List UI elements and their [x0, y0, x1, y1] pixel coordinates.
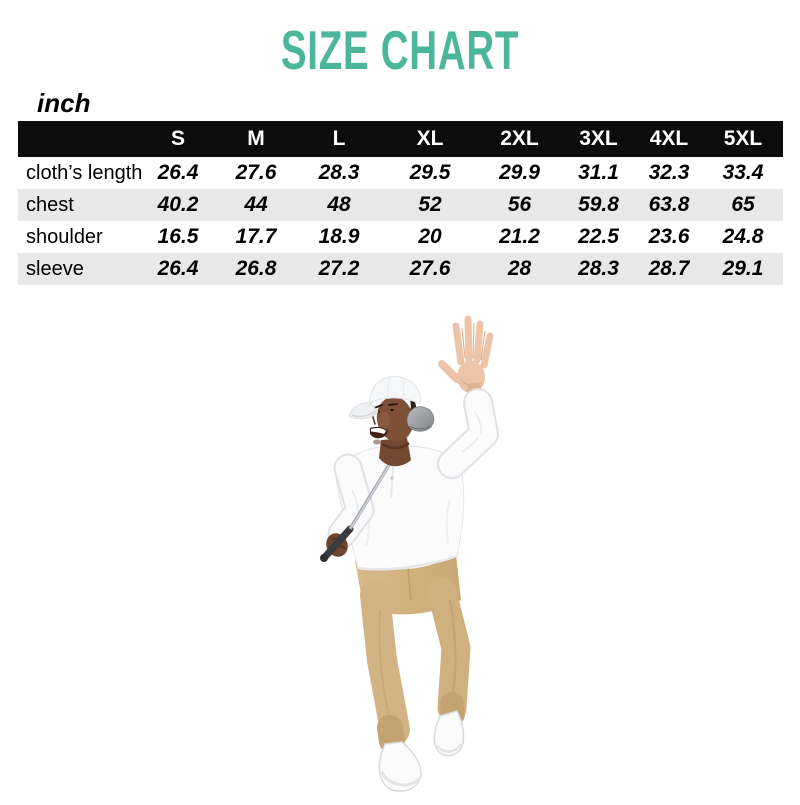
size-value-cell: 63.8	[648, 193, 690, 216]
size-value-cell: 29.9	[499, 161, 540, 184]
table-row	[18, 253, 783, 285]
size-value-cell: 40.2	[157, 193, 199, 216]
measurement-row-label: sleeve	[26, 257, 84, 280]
raised-waving-hand	[442, 319, 490, 400]
size-value-cell: 29.5	[409, 161, 451, 184]
model-photo	[270, 300, 670, 800]
size-column-header: M	[217, 121, 295, 157]
corner-cell	[18, 121, 139, 157]
model-figure	[320, 319, 490, 791]
size-value-cell: 26.4	[157, 257, 199, 280]
table-row	[18, 189, 783, 221]
size-value-cell: 56	[507, 193, 532, 216]
measurement-row-label: cloth’s length	[26, 161, 143, 184]
size-column-header: 5XL	[703, 121, 783, 157]
size-value-cell: 22.5	[578, 225, 619, 248]
table-row	[18, 221, 783, 253]
eye	[390, 409, 393, 411]
size-value-cell: 28.7	[648, 257, 690, 280]
size-value-cell: 32.3	[648, 161, 690, 184]
size-value-cell: 28	[507, 257, 532, 280]
neck	[379, 438, 411, 466]
measurement-row-label: chest	[26, 193, 74, 216]
size-value-cell: 65	[731, 193, 755, 216]
size-value-cell: 31.1	[578, 161, 619, 184]
size-value-cell: 16.5	[157, 225, 199, 248]
size-value-cell: 28.3	[318, 161, 360, 184]
size-value-cell: 26.8	[235, 257, 277, 280]
table-row	[18, 157, 783, 189]
size-value-cell: 23.6	[648, 225, 690, 248]
size-column-header: 4XL	[635, 121, 703, 157]
size-column-header: L	[295, 121, 383, 157]
size-column-header: S	[139, 121, 217, 157]
raised-arm-sleeve	[452, 403, 484, 464]
page-title	[0, 20, 800, 82]
size-value-cell: 20	[418, 225, 442, 248]
eyebrow	[389, 404, 397, 405]
size-column-header: 3XL	[562, 121, 635, 157]
size-value-cell: 33.4	[722, 161, 764, 184]
size-value-cell: 18.9	[318, 225, 360, 248]
size-value-cell: 27.2	[318, 257, 360, 280]
table-header-row	[18, 121, 783, 157]
golf-club-head	[407, 407, 434, 432]
unit-label: inch	[37, 88, 91, 118]
size-value-cell: 26.4	[157, 161, 199, 184]
model-figure-svg	[270, 300, 670, 800]
size-chart-title: SIZE CHART	[280, 20, 520, 82]
size-value-cell: 24.8	[722, 225, 764, 248]
size-value-cell: 59.8	[578, 193, 619, 216]
size-value-cell: 48	[327, 193, 351, 216]
size-column-header: 2XL	[477, 121, 562, 157]
size-value-cell: 27.6	[409, 257, 451, 280]
nose	[373, 417, 375, 424]
size-table	[18, 121, 783, 285]
size-column-header: XL	[383, 121, 477, 157]
size-value-cell: 52	[418, 193, 442, 216]
measurement-row-label: shoulder	[26, 225, 103, 248]
size-value-cell: 28.3	[578, 257, 619, 280]
size-value-cell: 29.1	[722, 257, 764, 280]
size-value-cell: 17.7	[235, 225, 277, 248]
khaki-jogger-pants	[355, 554, 461, 741]
size-value-cell: 44	[244, 193, 268, 216]
size-value-cell: 27.6	[235, 161, 277, 184]
size-value-cell: 21.2	[499, 225, 540, 248]
